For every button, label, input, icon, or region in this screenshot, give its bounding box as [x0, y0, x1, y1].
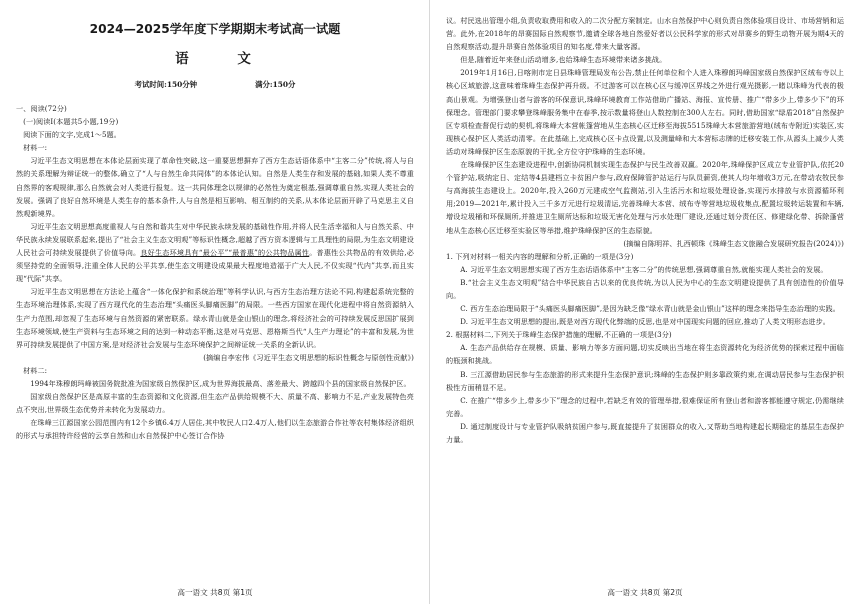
material1-paragraph: [16, 220, 414, 285]
question-1-option-b: B.“社会主义生态文明观”结合中华民族自古以来的优良传统,为以人民为中心的生态文明建设提供了具有创造性的价值导向。: [446, 277, 844, 300]
material2-label: 材料二:: [23, 365, 48, 375]
question-1-option-d: D. 习近平生态文明思想的提出,既是对西方现代化弊端的反思,也是对中国现实问题的回应,推动了人类文明形态进步。: [460, 317, 830, 327]
question-1-option-a: A. 习近平生态文明思想实现了西方生态话语体系中“主客二分”的传统思想,强调尊重自然,就能实现人类社会的发展。: [460, 264, 828, 274]
question-2-option-b: B. 三江源借助居民参与生态旅游的形式来提升生态保护意识;珠峰的生态保护则多靠政策约束,在调动居民参与生态保护积极性方面稍显不足。: [446, 369, 844, 392]
question-2-option-a: A. 生态产品供给存在规模、质量、影响力等多方面问题,切实反映出当地在将生态资源转化为经济优势的探索过程中面临的瓶颈和挑战。: [446, 343, 844, 366]
text-run: 。普惠性公共物品的有效供给,必须坚持党的全面领导,注重全体人民的公平共享,使生态文明建设成果最大程度地造福于广大人民,不仅实现“代内”共享,而且实现“代际”共享。: [16, 248, 414, 284]
reading-instruction: 阅读下面的文字,完成1～5题。: [23, 130, 121, 140]
material2-paragraph: 在珠峰三江源国家公园范围内有12个乡镇6.4万人居住,其中牧民人口2.4万人,他们以生态旅游合作社等农村集体经济组织的形式与承担特许经营的云享自然和山水自然保护中心签订合作协: [16, 418, 414, 441]
material1-paragraph: 习近平生态文明思想在本体论层面实现了革命性突破,这一重要思想摒弃了西方生态话语体系中“主客二分”传统,将人与自然的关系理解为辩证统一的整体,确立了“人与自然生命共同体”的本体论认知。自然是人类生存和发展的基础,如果人类不尊重自然界的客观规律,那么自然就会对人类进行报复。这一共同体理念以规律的必然性为奠定根基,强调尊重自然,实现人类社会的发展。强调了良好自然环境是人类生存的基本条件,人与自然是相互影响、相互制约的关系,从本体论层面开辟了马克思主义自然观新境界。: [16, 156, 414, 218]
text-run: 习近平生态文明思想高度重视人与自然和谐共生对中华民族永续发展的基础性作用,并将人民生活幸福和人与自然关系、中华民族永续发展联系起来,提出了“社会主义生态文明观”等标识性概念,超越了西方资本逻辑与工具理性的局限,为生态文明建设人民社会可持续发展提供了价值导向。: [16, 221, 414, 258]
exam-page-2: [430, 0, 860, 604]
material1-source: (摘编自李宏伟《习近平生态文明思想的标识性概念与原创性贡献》): [203, 352, 414, 362]
material2-paragraph: 1994年珠穆朗玛峰被国务院批准为国家级自然保护区,成为世界海拔最高、落差最大、跨越四个县的国家级自然保护区。: [30, 378, 411, 388]
material2-paragraph: 在珠峰保护区生态建设进程中,创新协同机制实现生态保护与民生改善双赢。2020年,珠峰保护区成立专业管护队,依托20个管护站,吸纳定日、定结等4县建档立卡贫困户参与,政府保障管护站运行与队员薪资,使其人均年增收3万元,在带动农牧民参与高海拔生态建设上。2020年,投入260万元建成空气监测站,引入生活污水和垃圾处理设备,实现污水排放与水资源循环利用;2019—2021年,累计投入三千多万元进行垃圾清运,完善珠峰大本营、绒布寺等营地垃圾收集点,配置垃圾转运装置和车辆,增设垃圾桶和环保厕所,并推进卫生厕所达标和垃圾无害化处理与污水处理厂建设,还通过划分责任区、修建绿化带、拆除蓬营地从生态核心区迁移至实验区等举措,维护珠峰保护区的生态原貌。: [446, 160, 844, 235]
material2-paragraph: 国家级自然保护区是高原丰富的生态资源和文化资源,但生态产品供给规模不大、质量不高、影响力不足,产业发展特色亮点不突出,世界级生态优势并未转化为发展动力。: [16, 392, 414, 415]
exam-time: 考试时间:150分钟: [134, 80, 198, 89]
exam-title: 2024—2025学年度下学期期末考试高一试题: [89, 22, 341, 36]
material2-paragraph: 议。村民选出管理小组,负责收取费用和收入的二次分配方案制定。山水自然保护中心则负责自然体验项目设计、市场营销和运营。此外,在2018年的昂赛国际自然观察节,邀请全球各地自然爱好者以公民科学家的形式对昂赛乡的野生动物开展为期4天的自然观察活动,提升昂赛自然体验项目的知名度,带来大量客源。: [446, 16, 845, 52]
exam-info: [16, 79, 414, 90]
subject-title: 语 文: [175, 51, 273, 67]
material1-paragraph: 习近平生态文明思想在方法论上蕴含“一体化保护和系统治理”等科学认识,与西方生态治理方法论不同,构建起系统完整的生态环境治理体系,实现了西方现代化的生态治理“头痛医头脚痛医脚”的局限。一些西方国家在现代化进程中将自然资源纳入生产力范围,却忽视了生态环境与自然资源的紧密联系。绿水青山就是金山银山的理念,将经济社会的可持续发展反思国扩展到生态环境领域,使生产资料与生态环境之间的达到一种动态平衡,这是对马克思、恩格斯当代“人生产力理论”的丰富和发展,为世界可持续发展提供了中国方案,是对经济社会发展与生态环境保护之间辩证统一关系的全新认识。: [16, 287, 414, 349]
material2-paragraph: 2019年1月16日,日喀则市定日县珠峰管理局发布公告,禁止任何单位和个人进入珠穆朗玛峰国家级自然保护区绒布寺以上核心区域旅游,这意味着珠峰生态保护再升级。不过游客可以在核心区与缓冲区界线之外进行观光摄影,一睹以珠峰为代表的极高山景观。为增强登山者与游客的环保意识,珠峰环境教育工作站借助广播站、海报、宣传册、推广“带多少上,带多少下”的环保理念。管理部门要求攀登珠峰服务集中在春季,按示数量将登山人数控制在300人左右。同时,借助国家“绿盾2018”自然保护区专项检查督促行动的契机,将珠峰大本营帐篷营地从生态核心区迁移至海拔5515珠峰大本营旅游营地(绒布寺附近)实装区,实现核心保护区人类活动清零。在此基础上,完成核心区卡点设置,以及测量峰和大本营标志牌的迁移安装工作,从源头上减少人类活动对珠峰保护区生态原貌的干扰,全方位守护珠峰的生态环境。: [446, 68, 844, 156]
underlined-sentence: 良好生态环境具有“最公平”“最普惠”的公共物品属性: [140, 248, 310, 258]
subsection-heading: (一)阅读Ⅰ(本题共5小题,19分): [23, 117, 119, 127]
question-1-option-c: C. 西方生态治理局限于“头痛医头脚痛医脚”,是因为缺乏像“绿水青山就是金山银山”这样的理念来指导生态治理的实践。: [460, 304, 840, 314]
page-footer: 高一语文 共8页 第2页: [607, 588, 683, 597]
full-score: 满分:150分: [255, 80, 296, 89]
question-1: 1. 下列对材料一相关内容的理解和分析,正确的一项是(3分): [446, 251, 634, 261]
material2-source: (摘编自陈明祥、扎西顿珠《珠峰生态文旅融合发展研究报告(2024)》): [623, 238, 844, 248]
material1-label: 材料一:: [23, 143, 48, 153]
question-2: 2. 根据材料二,下列关于珠峰生态保护措施的理解,不正确的一项是(3分): [446, 330, 672, 340]
question-2-option-d: D. 通过制度设计与专业管护队吸纳贫困户参与,既直接提升了贫困群众的收入,又帮助当地构建起长期稳定的基层生态保护力量。: [446, 421, 844, 444]
page-footer: 高一语文 共8页 第1页: [177, 588, 253, 597]
section-heading: 一、阅读(72分): [16, 104, 67, 113]
material2-paragraph: 但是,随着近年来登山活动增多,也给珠峰生态环境带来诸多挑战。: [460, 55, 667, 65]
question-2-option-c: C. 在推广“带多少上,带多少下”理念的过程中,若缺乏有效的管理举措,很难保证所有登山者和游客都能遵守规定,仍需继续完善。: [446, 395, 844, 418]
